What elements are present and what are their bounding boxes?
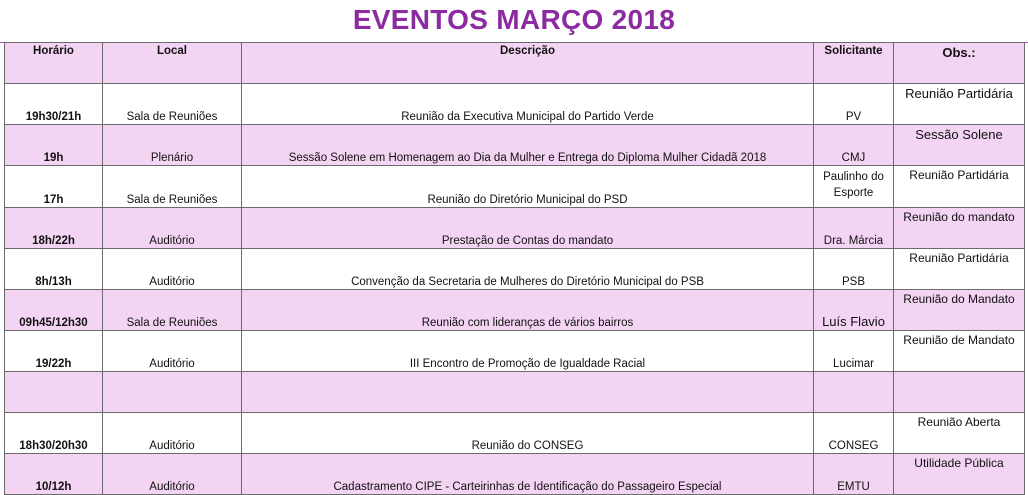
cell-location: Auditório: [103, 249, 242, 290]
cell-time: 8h/13h: [5, 249, 103, 290]
table-row: [5, 372, 1025, 413]
cell-time: 19h30/21h: [5, 84, 103, 125]
cell-time: 09h45/12h30: [5, 290, 103, 331]
header-time: Horário: [5, 43, 103, 84]
cell-location: Auditório: [103, 208, 242, 249]
cell-description: Reunião com lideranças de vários bairros: [242, 290, 814, 331]
cell-time: [5, 372, 103, 413]
cell-description: Reunião da Executiva Municipal do Partido Verde: [242, 84, 814, 125]
header-location: Local: [103, 43, 242, 84]
cell-description: Reunião do Diretório Municipal do PSD: [242, 166, 814, 208]
cell-obs: Reunião Partidária: [894, 166, 1025, 208]
cell-location: Auditório: [103, 331, 242, 372]
cell-obs: Reunião Aberta: [894, 413, 1025, 454]
header-row: [5, 43, 1025, 84]
cell-obs: Reunião de Mandato: [894, 331, 1025, 372]
cell-location: Auditório: [103, 454, 242, 495]
table-row: [5, 84, 1025, 125]
cell-time: 19/22h: [5, 331, 103, 372]
cell-description: Sessão Solene em Homenagem ao Dia da Mulher e Entrega do Diploma Mulher Cidadã 2018: [242, 125, 814, 166]
cell-description: [242, 372, 814, 413]
cell-location: Sala de Reuniões: [103, 166, 242, 208]
cell-requester: EMTU: [814, 454, 894, 495]
table-row: [5, 454, 1025, 495]
cell-location: Sala de Reuniões: [103, 290, 242, 331]
cell-time: 18h30/20h30: [5, 413, 103, 454]
cell-description: Convenção da Secretaria de Mulheres do Diretório Municipal do PSB: [242, 249, 814, 290]
cell-obs: [894, 372, 1025, 413]
cell-requester: CONSEG: [814, 413, 894, 454]
cell-location: Plenário: [103, 125, 242, 166]
table-row: [5, 413, 1025, 454]
page-title: EVENTOS MARÇO 2018: [352, 4, 676, 35]
cell-requester: Lucimar: [814, 331, 894, 372]
cell-requester: CMJ: [814, 125, 894, 166]
cell-location: [103, 372, 242, 413]
cell-obs: Reunião Partidária: [894, 84, 1025, 125]
cell-obs: Sessão Solene: [894, 125, 1025, 166]
cell-description: III Encontro de Promoção de Igualdade Racial: [242, 331, 814, 372]
title-bar: [0, 0, 1028, 43]
cell-obs: Reunião Partidária: [894, 249, 1025, 290]
cell-requester: Dra. Márcia: [814, 208, 894, 249]
cell-obs: Reunião do Mandato: [894, 290, 1025, 331]
events-table: [4, 42, 1025, 495]
cell-location: Sala de Reuniões: [103, 84, 242, 125]
header-description: Descrição: [242, 43, 814, 84]
cell-location: Auditório: [103, 413, 242, 454]
cell-time: 18h/22h: [5, 208, 103, 249]
cell-time: 19h: [5, 125, 103, 166]
table-row: [5, 331, 1025, 372]
cell-description: Reunião do CONSEG: [242, 413, 814, 454]
header-requester: Solicitante: [814, 43, 894, 84]
cell-time: 10/12h: [5, 454, 103, 495]
cell-requester: PV: [814, 84, 894, 125]
table-row: [5, 249, 1025, 290]
table-row: [5, 166, 1025, 208]
table-row: [5, 125, 1025, 166]
cell-requester: Luís Flavio: [814, 290, 894, 331]
cell-obs: Reunião do mandato: [894, 208, 1025, 249]
cell-obs: Utilidade Pública: [894, 454, 1025, 495]
header-obs: Obs.:: [894, 43, 1025, 84]
cell-description: Prestação de Contas do mandato: [242, 208, 814, 249]
table-row: [5, 290, 1025, 331]
cell-requester: PSB: [814, 249, 894, 290]
table-row: [5, 208, 1025, 249]
cell-requester: Paulinho do Esporte: [814, 166, 894, 208]
cell-time: 17h: [5, 166, 103, 208]
cell-description: Cadastramento CIPE - Carteirinhas de Identificação do Passageiro Especial: [242, 454, 814, 495]
cell-requester: [814, 372, 894, 413]
